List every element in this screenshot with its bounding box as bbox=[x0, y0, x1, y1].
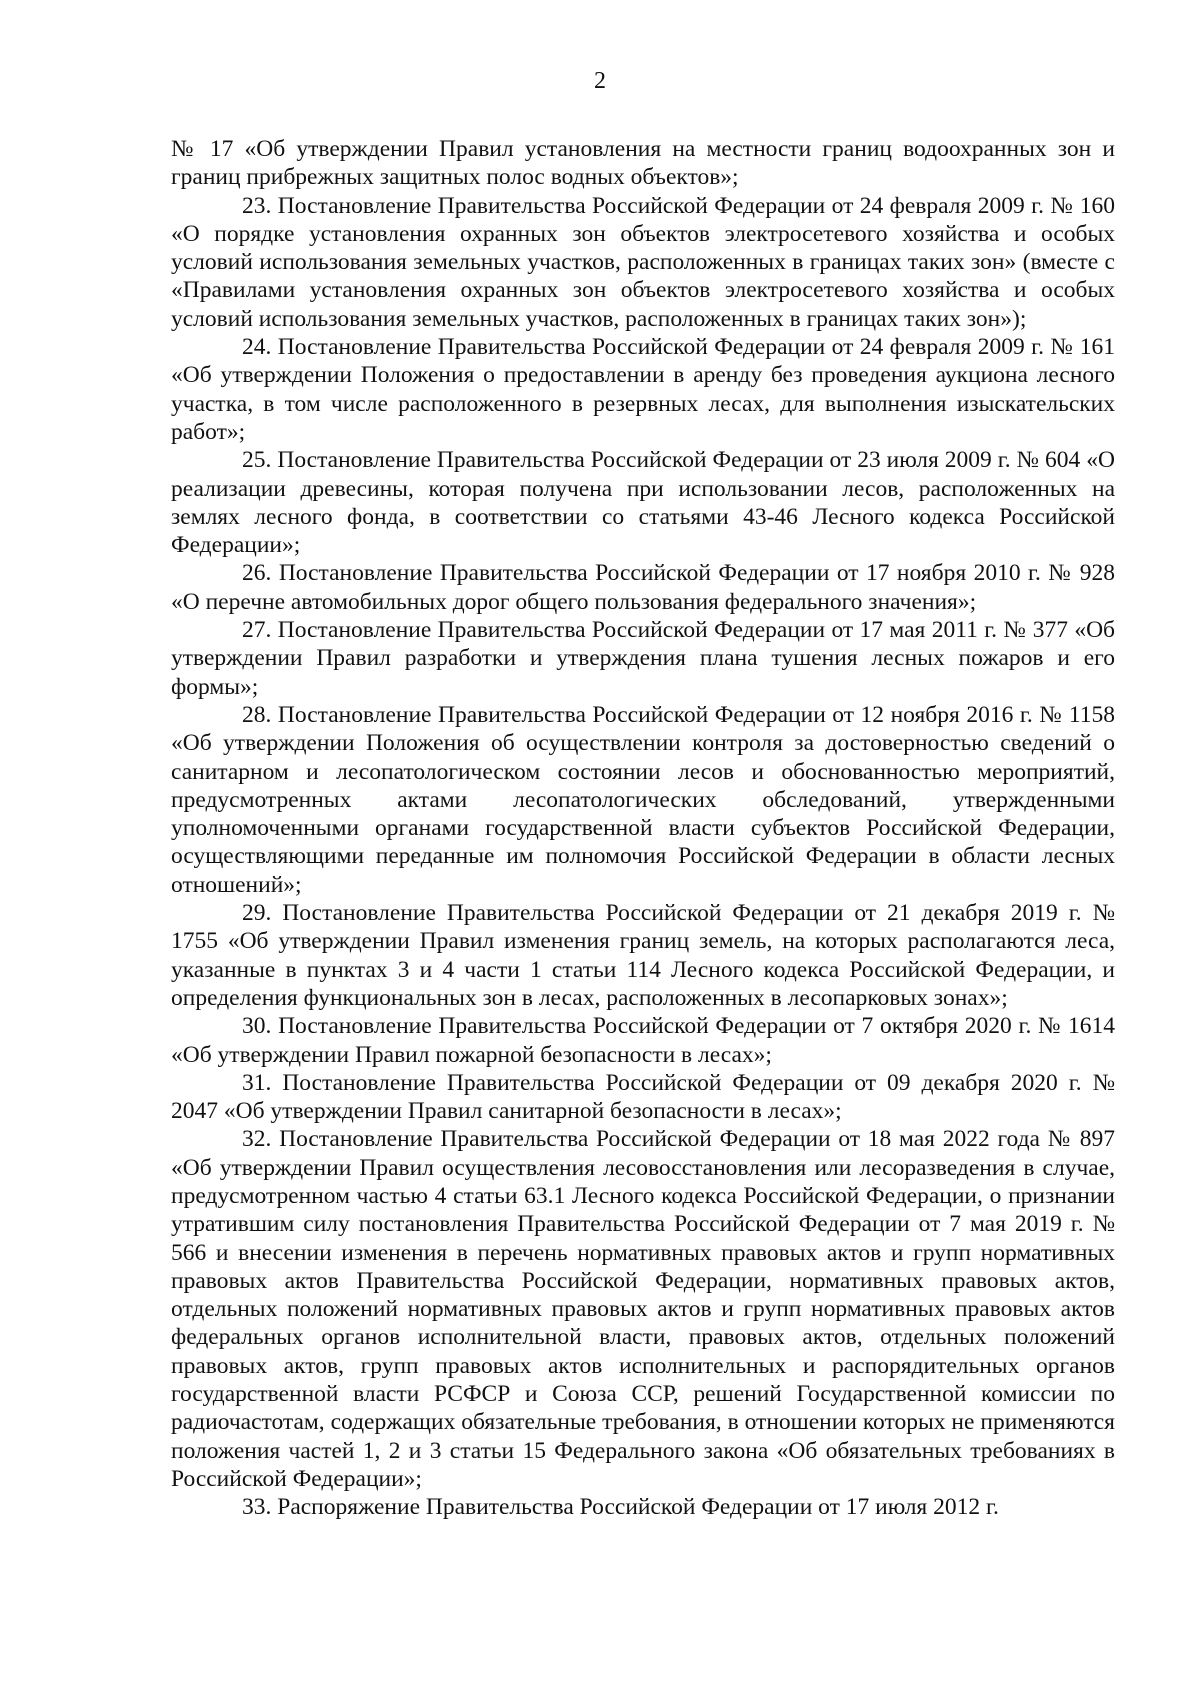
list-item-28: 28. Постановление Правительства Российской Федерации от 12 ноября 2016 г. № 1158 «Об утверждении Положения об осуществлении контроля за достоверностью сведений о санитарном и лесопатологическом состоянии лесов и обоснованностью мероприятий, предусмотренных актами лесопатологических обследований, утвержденными уполномоченными органами государственной власти субъектов Российской Федерации, осуществляющими переданные им полномочия Российской Федерации в области лесных отношений»; bbox=[171, 701, 1115, 898]
document-body bbox=[171, 135, 1115, 1522]
list-item-32: 32. Постановление Правительства Российской Федерации от 18 мая 2022 года № 897 «Об утверждении Правил осуществления лесовосстановления или лесоразведения в случае, предусмотренном частью 4 статьи 63.1 Лесного кодекса Российской Федерации, о признании утратившим силу постановления Правительства Российской Федерации от 7 мая 2019 г. № 566 и внесении изменения в перечень нормативных правовых актов и групп нормативных правовых актов Правительства Российской Федерации, нормативных правовых актов, отдельных положений нормативных правовых актов и групп нормативных правовых актов федеральных органов исполнительной власти, правовых актов, отдельных положений правовых актов, групп правовых актов исполнительных и распорядительных органов государственной власти РСФСР и Союза ССР, решений Государственной комиссии по радиочастотам, содержащих обязательные требования, в отношении которых не применяются положения частей 1, 2 и 3 статьи 15 Федерального закона «Об обязательных требованиях в Российской Федерации»; bbox=[171, 1126, 1115, 1492]
list-item-25: 25. Постановление Правительства Российской Федерации от 23 июля 2009 г. № 604 «О реализации древесины, которая получена при использовании лесов, расположенных на землях лесного фонда, в соответствии со статьями 43-46 Лесного кодекса Российской Федерации»; bbox=[171, 447, 1115, 559]
list-item-26: 26. Постановление Правительства Российской Федерации от 17 ноября 2010 г. № 928 «О перечне автомобильных дорог общего пользования федерального значения»; bbox=[171, 560, 1115, 615]
list-item-33: 33. Распоряжение Правительства Российской Федерации от 17 июля 2012 г. bbox=[242, 1494, 999, 1521]
list-item-27: 27. Постановление Правительства Российской Федерации от 17 мая 2011 г. № 377 «Об утверждении Правил разработки и утверждения плана тушения лесных пожаров и его формы»; bbox=[171, 617, 1115, 700]
paragraph-continuation-17: № 17 «Об утверждении Правил установления на местности границ водоохранных зон и границ прибрежных защитных полос водных объектов»; bbox=[171, 136, 1115, 191]
list-item-23: 23. Постановление Правительства Российской Федерации от 24 февраля 2009 г. № 160 «О порядке установления охранных зон объектов электросетевого хозяйства и особых условий использования земельных участков, расположенных в границах таких зон» (вместе с «Правилами установления охранных зон объектов электросетевого хозяйства и особых условий использования земельных участков, расположенных в границах таких зон»); bbox=[171, 192, 1115, 332]
list-item-29: 29. Постановление Правительства Российской Федерации от 21 декабря 2019 г. № 1755 «Об утверждении Правил изменения границ земель, на которых располагаются леса, указанные в пунктах 3 и 4 части 1 статьи 114 Лесного кодекса Российской Федерации, и определения функциональных зон в лесах, расположенных в лесопарковых зонах»; bbox=[171, 900, 1115, 1011]
list-item-31: 31. Постановление Правительства Российской Федерации от 09 декабря 2020 г. № 2047 «Об утверждении Правил санитарной безопасности в лесах»; bbox=[171, 1069, 1115, 1125]
list-item-24: 24. Постановление Правительства Российской Федерации от 24 февраля 2009 г. № 161 «Об утверждении Положения о предоставлении в аренду без проведения аукциона лесного участка, в том числе расположенного в резервных лесах, для выполнения изыскательских работ»; bbox=[171, 334, 1115, 445]
page-number: 2 bbox=[594, 68, 606, 94]
list-item-30: 30. Постановление Правительства Российской Федерации от 7 октября 2020 г. № 1614 «Об утверждении Правил пожарной безопасности в лесах»; bbox=[171, 1013, 1115, 1068]
